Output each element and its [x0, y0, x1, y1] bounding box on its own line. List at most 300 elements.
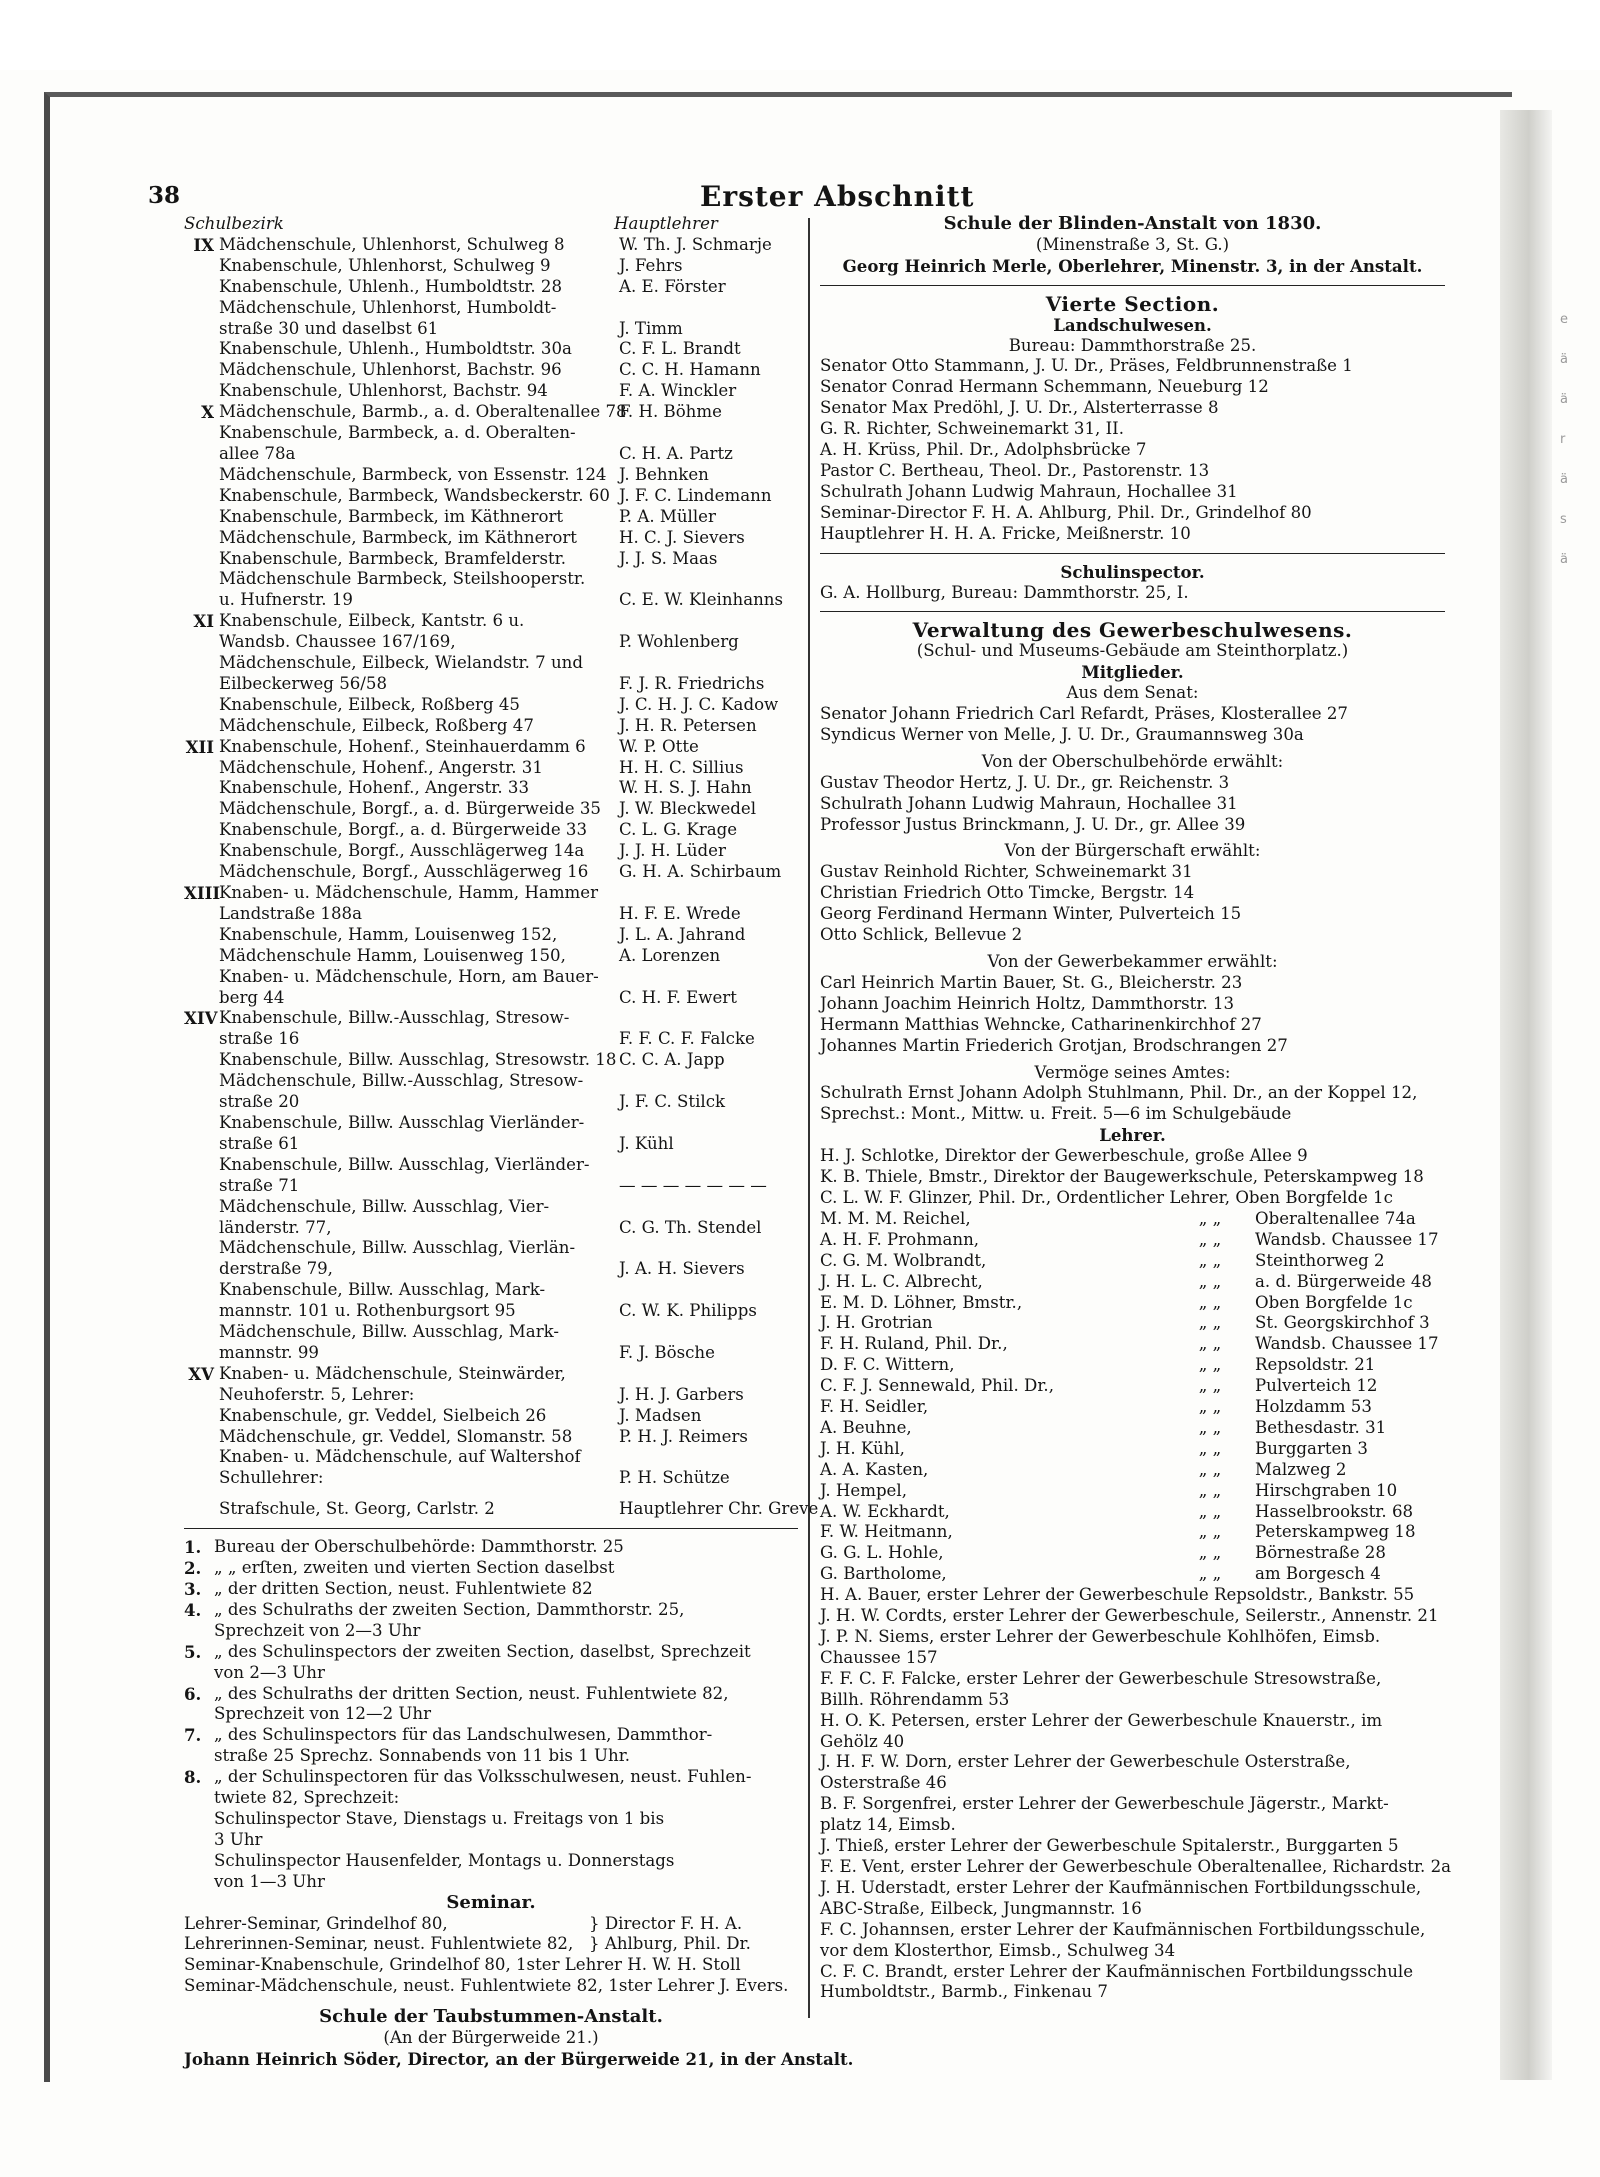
district-number [184, 1406, 219, 1427]
note-row [184, 1704, 798, 1725]
school-name: Knabenschule, Billw. Ausschlag, Stresowstr. 18 [219, 1050, 617, 1070]
seminar-director: } Director F. H. A. [589, 1913, 743, 1933]
note-number: 7. [184, 1725, 202, 1746]
district-number [184, 1468, 219, 1489]
head-teacher: W. Th. J. Schmarje [619, 234, 772, 254]
lehrer-title: Lehrer. [1099, 1125, 1166, 1146]
district-number [184, 862, 219, 883]
teacher-line: F. C. Johannsen, erster Lehrer der Kaufmännischen Fortbildungsschule, [820, 1919, 1426, 1939]
district-number [184, 360, 219, 381]
school-name: u. Hufnerstr. 19 [219, 590, 353, 610]
school-row [184, 716, 798, 737]
school-row [184, 569, 798, 590]
school-row [184, 465, 798, 486]
column-divider [808, 218, 810, 2018]
scan-top-margin [0, 0, 1600, 70]
head-teacher [619, 611, 798, 632]
teacher-line: ABC-Straße, Eilbeck, Jungmannstr. 16 [820, 1898, 1142, 1918]
teacher-name: F. W. Heitmann, [820, 1522, 953, 1542]
district-number [184, 1197, 219, 1218]
member-line: Johann Joachim Heinrich Holtz, Dammthorstr. 13 [820, 993, 1235, 1013]
school-name: länderstr. 77, [219, 1217, 332, 1237]
teacher-address: Hasselbrookstr. 68 [1255, 1501, 1414, 1521]
school-name: Schullehrer: [219, 1468, 324, 1488]
school-list [184, 235, 798, 1489]
school-row [184, 841, 798, 862]
school-row [184, 778, 798, 799]
teacher-name: M. M. M. Reichel, [820, 1208, 971, 1228]
note-text: „ der dritten Section, neust. Fuhlentwiete 82 [214, 1579, 593, 1598]
teacher-line: Humboldtstr., Barmb., Finkenau 7 [820, 1982, 1108, 2002]
teacher-name: A. Beuhne, [820, 1417, 912, 1437]
district-number [184, 590, 219, 611]
district-number [184, 1155, 219, 1176]
ditto-marks: „ „ [1198, 1522, 1222, 1542]
left-column [184, 214, 854, 2070]
district-number [184, 1301, 219, 1322]
school-row [184, 988, 798, 1009]
head-teacher: P. H. Schütze [619, 1468, 730, 1488]
school-row [184, 256, 798, 277]
district-number [184, 507, 219, 528]
note-row [184, 1600, 798, 1621]
head-teacher: P. Wohlenberg [619, 632, 739, 652]
district-number [184, 1322, 219, 1343]
school-row [184, 946, 798, 967]
head-teacher: W. H. S. J. Hahn [619, 778, 752, 798]
district-number [184, 277, 219, 298]
note-row [184, 1621, 798, 1642]
school-row [184, 1301, 798, 1322]
ditto-marks: „ „ [1198, 1292, 1222, 1312]
gewerbe-title: Verwaltung des Gewerbeschulwesens. [912, 618, 1353, 643]
note-text: Sprechzeit von 2—3 Uhr [214, 1620, 421, 1640]
teacher-name: A. H. F. Prohmann, [820, 1229, 980, 1249]
head-teacher: F. H. Böhme [619, 402, 722, 422]
note-text: „ des Schulinspectors der zweiten Section, daselbst, Sprechzeit [214, 1641, 751, 1661]
member-line: Professor Justus Brinckmann, J. U. Dr., gr. Allee 39 [820, 814, 1246, 834]
head-teacher: A. E. Förster [619, 276, 726, 296]
head-teacher: P. H. J. Reimers [619, 1426, 748, 1446]
teacher-name: J. H. Grotrian [820, 1313, 933, 1333]
blinden-title: Schule der Blinden-Anstalt von 1830. [943, 213, 1322, 234]
member-line: G. R. Richter, Schweinemarkt 31, II. [820, 419, 1124, 439]
district-number [184, 1029, 219, 1050]
note-text: twiete 82, Sprechzeit: [214, 1788, 400, 1808]
district-number [184, 1134, 219, 1155]
blinden-teacher: Georg Heinrich Merle, Oberlehrer, Minenstr. 3, in der Anstalt. [842, 255, 1423, 276]
school-row [184, 381, 798, 402]
buerger-heading: Von der Bürgerschaft erwählt: [1004, 841, 1261, 861]
district-number [184, 465, 219, 486]
teacher-line: H. A. Bauer, erster Lehrer der Gewerbeschule Repsoldstr., Bankstr. 55 [820, 1585, 1415, 1605]
divider-rule [820, 553, 1445, 554]
teacher-line: Gehölz 40 [820, 1731, 905, 1751]
school-name: derstraße 79, [219, 1259, 333, 1279]
teacher-address: Repsoldstr. 21 [1255, 1355, 1376, 1375]
note-text: „ „ erſten, zweiten und vierten Section daselbst [214, 1558, 615, 1578]
school-row [184, 549, 798, 570]
teacher-line: F. F. C. F. Falcke, erster Lehrer der Gewerbeschule Stresowstraße, [820, 1668, 1382, 1688]
school-name: straße 20 [219, 1092, 300, 1112]
landschulwesen-title: Landschulwesen. [1053, 314, 1212, 335]
school-row [184, 758, 798, 779]
district-number [184, 1176, 219, 1197]
member-line: A. H. Krüss, Phil. Dr., Adolphsbrücke 7 [820, 440, 1147, 460]
head-teacher [619, 1280, 798, 1301]
vierte-section-title: Vierte Section. [1045, 291, 1220, 316]
school-name: Knabenschule, Uhlenh., Humboldtstr. 28 [219, 276, 563, 296]
teacher-line: J. Thieß, erster Lehrer der Gewerbeschule Spitalerstr., Burggarten 5 [820, 1836, 1399, 1856]
member-line: Schulrath Johann Ludwig Mahraun, Hochallee 31 [820, 793, 1238, 813]
head-teacher [619, 1322, 798, 1343]
district-number [184, 319, 219, 340]
edge-mark: r [1560, 432, 1566, 447]
teacher-address: Steinthorweg 2 [1255, 1250, 1385, 1270]
head-teacher [619, 883, 798, 904]
school-name: Knabenschule, Uhlenhorst, Schulweg 9 [219, 255, 551, 275]
head-teacher [619, 1113, 798, 1134]
note-number [184, 1621, 214, 1642]
member-line: Senator Conrad Hermann Schemmann, Neueburg 12 [820, 377, 1269, 397]
school-row [184, 1238, 798, 1259]
teacher-line: Osterstraße 46 [820, 1773, 947, 1793]
teacher-name: F. H. Seidler, [820, 1397, 929, 1417]
school-name: Eilbeckerweg 56/58 [219, 673, 388, 693]
note-text: 3 Uhr [214, 1829, 263, 1849]
district-number [184, 444, 219, 465]
ditto-marks: „ „ [1198, 1334, 1222, 1354]
head-teacher: H. C. J. Sievers [619, 527, 745, 547]
strafschule-head: Hauptlehrer Chr. Greve [619, 1499, 819, 1519]
teacher-address: a. d. Bürgerweide 48 [1255, 1271, 1432, 1291]
head-teacher: C. C. H. Hamann [619, 360, 761, 380]
teacher-name: F. H. Ruland, Phil. Dr., [820, 1334, 1008, 1354]
ditto-marks: „ „ [1198, 1313, 1222, 1333]
running-head: Erster Abschnitt [700, 180, 975, 213]
district-number: XV [188, 1363, 214, 1384]
note-row [184, 1663, 798, 1684]
head-teacher: J. Kühl [619, 1133, 674, 1153]
school-row [184, 653, 798, 674]
ditto-marks: „ „ [1198, 1271, 1222, 1291]
school-row [184, 1008, 798, 1029]
teacher-line: Billh. Röhrendamm 53 [820, 1689, 1010, 1709]
edge-mark: ä [1560, 352, 1568, 367]
school-name: Mädchenschule, Eilbeck, Roßberg 47 [219, 715, 534, 735]
lehrer-list [820, 1209, 1445, 1585]
note-row [184, 1558, 798, 1579]
member-line: Gustav Theodor Hertz, J. U. Dr., gr. Reichenstr. 3 [820, 772, 1230, 792]
taubstummen-address: (An der Bürgerweide 21.) [383, 2028, 599, 2048]
teacher-line: Chaussee 157 [820, 1647, 938, 1667]
member-line: Carl Heinrich Martin Bauer, St. G., Bleicherstr. 23 [820, 972, 1243, 992]
head-teacher: F. J. Bösche [619, 1342, 715, 1362]
teacher-address: Hirschgraben 10 [1255, 1480, 1398, 1500]
teacher-line: platz 14, Eimsb. [820, 1815, 956, 1835]
district-number [184, 674, 219, 695]
district-number [184, 799, 219, 820]
school-row [184, 507, 798, 528]
head-teacher: J. Fehrs [619, 255, 683, 275]
teacher-row [820, 1293, 1445, 1314]
head-teacher [619, 1238, 798, 1259]
amt-heading: Vermöge seines Amtes: [1034, 1062, 1231, 1082]
teacher-address: Börnestraße 28 [1255, 1543, 1386, 1563]
member-line: Hermann Matthias Wehncke, Catharinenkirchhof 27 [820, 1014, 1262, 1034]
ditto-marks: „ „ [1198, 1480, 1222, 1500]
note-number [184, 1704, 214, 1725]
school-row [184, 799, 798, 820]
head-teacher: C. F. L. Brandt [619, 339, 741, 359]
note-row [184, 1830, 798, 1851]
district-number: XII [185, 736, 214, 757]
note-row [184, 1767, 798, 1788]
note-number [184, 1663, 214, 1684]
district-number [184, 967, 219, 988]
note-number: 2. [184, 1558, 202, 1579]
teacher-line: J. P. N. Siems, erster Lehrer der Gewerbeschule Kohlhöfen, Eimsb. [820, 1627, 1381, 1646]
school-row [184, 820, 798, 841]
head-teacher [619, 1155, 798, 1176]
ditto-marks: „ „ [1198, 1229, 1222, 1249]
school-name: Knabenschule, Hohenf., Angerstr. 33 [219, 778, 529, 798]
ditto-marks: „ „ [1198, 1397, 1222, 1417]
teacher-line: C. F. C. Brandt, erster Lehrer der Kaufmännischen Fortbildungsschule [820, 1961, 1414, 1981]
school-row [184, 1113, 798, 1134]
district-number [184, 1343, 219, 1364]
head-teacher [619, 1364, 798, 1385]
member-line: Schulrath Johann Ludwig Mahraun, Hochallee 31 [820, 481, 1238, 501]
head-teacher: H. F. E. Wrede [619, 903, 741, 923]
ditto-marks: „ „ [1198, 1438, 1222, 1458]
head-teacher: J. J. S. Maas [619, 548, 718, 568]
oberschul-list [820, 773, 1445, 836]
school-row [184, 862, 798, 883]
ditto-marks: „ „ [1198, 1355, 1222, 1375]
school-row [184, 737, 798, 758]
seminar-list [184, 1914, 798, 1998]
divider-rule [184, 1528, 798, 1529]
school-row [184, 1280, 798, 1301]
note-row [184, 1642, 798, 1663]
school-name: straße 30 und daselbst 61 [219, 318, 439, 338]
school-name: Mädchenschule, Borgf., a. d. Bürgerweide 35 [219, 799, 601, 819]
head-teacher: H. H. C. Sillius [619, 757, 744, 777]
teacher-row [820, 1418, 1445, 1439]
district-number [184, 1071, 219, 1092]
kammer-list [820, 973, 1445, 1057]
school-row [184, 1406, 798, 1427]
member-line: Christian Friedrich Otto Timcke, Bergstr. 14 [820, 883, 1195, 903]
district-number [184, 820, 219, 841]
member-line: Gustav Reinhold Richter, Schweinemarkt 31 [820, 862, 1193, 882]
note-row [184, 1746, 798, 1767]
member-line: Senator Max Predöhl, J. U. Dr., Alsterterrasse 8 [820, 398, 1219, 418]
teacher-row [820, 1522, 1445, 1543]
member-line: Senator Otto Stammann, J. U. Dr., Präses, Feldbrunnenstraße 1 [820, 356, 1353, 376]
teacher-name: J. H. Kühl, [820, 1438, 905, 1458]
head-teacher: J. L. A. Jahrand [619, 924, 746, 944]
member-line: Seminar-Director F. H. A. Ahlburg, Phil. Dr., Grindelhof 80 [820, 502, 1312, 522]
school-row [184, 1259, 798, 1280]
head-teacher: — — — — — — — [619, 1175, 767, 1195]
head-teacher: F. A. Winckler [619, 381, 737, 401]
school-name: Knaben- u. Mädchenschule, Horn, am Bauer- [219, 966, 599, 986]
district-number [184, 988, 219, 1009]
teacher-line: C. L. W. F. Glinzer, Phil. Dr., Ordentlicher Lehrer, Oben Borgfelde 1c [820, 1187, 1393, 1207]
teacher-row [820, 1397, 1445, 1418]
teacher-name: D. F. C. Wittern, [820, 1355, 955, 1375]
note-row [184, 1725, 798, 1746]
oberschul-heading: Von der Oberschulbehörde erwählt: [981, 751, 1284, 771]
note-text: „ des Schulinspectors für das Landschulwesen, Dammthor- [214, 1725, 713, 1745]
school-row [184, 1322, 798, 1343]
school-name: Knabenschule, Barmbeck, Bramfelderstr. [219, 548, 567, 568]
note-number: 4. [184, 1599, 202, 1620]
head-teacher: F. J. R. Friedrichs [619, 673, 765, 693]
school-name: Knabenschule, gr. Veddel, Sielbeich 26 [219, 1405, 547, 1425]
head-teacher: P. A. Müller [619, 506, 716, 526]
school-row [184, 319, 798, 340]
teacher-row [820, 1334, 1445, 1355]
schulinspector-title: Schulinspector. [1060, 561, 1205, 582]
school-name: Knabenschule, Uhlenh., Humboldtstr. 30a [219, 339, 572, 359]
schulinspector-line: G. A. Hollburg, Bureau: Dammthorstr. 25, I. [820, 582, 1189, 602]
head-teacher: C. H. F. Ewert [619, 987, 737, 1007]
school-name: mannstr. 101 u. Rothenburgsort 95 [219, 1301, 516, 1321]
edge-mark: e [1560, 312, 1568, 327]
seminar-name: Lehrer-Seminar, Grindelhof 80, [184, 1913, 448, 1933]
district-number [184, 256, 219, 277]
note-text: Schulinspector Stave, Dienstags u. Freitags von 1 bis [214, 1808, 665, 1828]
teacher-address: Peterskampweg 18 [1255, 1522, 1416, 1542]
head-teacher: C. C. A. Japp [619, 1050, 725, 1070]
school-row [184, 423, 798, 444]
district-number [184, 1092, 219, 1113]
teacher-row [820, 1376, 1445, 1397]
head-teacher: J. Madsen [619, 1405, 702, 1425]
district-number [184, 486, 219, 507]
seminar-row [184, 1955, 798, 1976]
teacher-name: J. Hempel, [820, 1480, 907, 1500]
school-name: straße 61 [219, 1133, 300, 1153]
teacher-row [820, 1543, 1445, 1564]
school-row [184, 1427, 798, 1448]
school-name: Knaben- u. Mädchenschule, auf Waltershof [219, 1447, 581, 1467]
school-row [184, 1155, 798, 1176]
note-row [184, 1579, 798, 1600]
amt-list [820, 1083, 1445, 1125]
head-teacher: J. W. Bleckwedel [619, 799, 757, 819]
head-teacher: G. H. A. Schirbaum [619, 862, 782, 882]
teacher-address: Burggarten 3 [1255, 1438, 1368, 1458]
member-line: Otto Schlick, Bellevue 2 [820, 925, 1023, 945]
teacher-row [820, 1460, 1445, 1481]
teacher-address: Wandsb. Chaussee 17 [1255, 1229, 1439, 1249]
school-row [184, 1197, 798, 1218]
school-name: Mädchenschule, Barmb., a. d. Oberaltenallee 78 [219, 402, 627, 422]
head-teacher: C. E. W. Kleinhanns [619, 590, 784, 610]
note-text: Schulinspector Hausenfelder, Montags u. Donnerstags [214, 1850, 675, 1870]
note-row [184, 1809, 798, 1830]
school-name: Knabenschule, Borgf., Ausschlägerweg 14a [219, 841, 585, 861]
buerger-list [820, 862, 1445, 946]
head-teacher: C. L. G. Krage [619, 820, 738, 840]
teacher-row [820, 1355, 1445, 1376]
note-text: straße 25 Sprechz. Sonnabends von 11 bis 1 Uhr. [214, 1746, 631, 1766]
ditto-marks: „ „ [1198, 1459, 1222, 1479]
school-name: allee 78a [219, 443, 296, 463]
seminar-name: Lehrerinnen-Seminar, neust. Fuhlentwiete 82, [184, 1934, 574, 1954]
page-gutter [1500, 110, 1552, 2080]
district-number: XIII [184, 883, 221, 903]
school-name: Knabenschule, Borgf., a. d. Bürgerweide 33 [219, 820, 588, 840]
school-row [184, 486, 798, 507]
school-row [184, 1468, 798, 1489]
school-name: Mädchenschule, gr. Veddel, Slomanstr. 58 [219, 1426, 573, 1446]
teacher-address: Wandsb. Chaussee 17 [1255, 1334, 1439, 1354]
head-teacher: J. H. J. Garbers [619, 1384, 744, 1404]
teacher-address: Holzdamm 53 [1255, 1397, 1372, 1417]
seminar-director: } Ahlburg, Phil. Dr. [589, 1934, 751, 1954]
district-number [184, 1238, 219, 1259]
teacher-row [820, 1272, 1445, 1293]
school-name: Mädchenschule Hamm, Louisenweg 150, [219, 945, 566, 965]
district-number [184, 569, 219, 590]
member-line: Hauptlehrer H. H. A. Fricke, Meißnerstr. 10 [820, 523, 1191, 543]
head-teacher: W. P. Otte [619, 736, 699, 756]
taubstummen-title: Schule der Taubstummen-Anstalt. [319, 2006, 663, 2028]
note-number [184, 1872, 214, 1893]
school-row [184, 1092, 798, 1113]
school-row [184, 632, 798, 653]
edge-mark: s [1560, 512, 1567, 527]
school-name: Knabenschule, Barmbeck, Wandsbeckerstr. 60 [219, 485, 610, 505]
district-number [184, 298, 219, 319]
taubstummen-director: Johann Heinrich Söder, Director, an der Bürgerweide 21, in der Anstalt. [184, 2048, 854, 2069]
head-teacher: C. W. K. Philipps [619, 1301, 757, 1321]
school-name: Knabenschule, Barmbeck, im Käthnerort [219, 506, 564, 526]
seminar-director [589, 1955, 798, 1976]
school-row [184, 1176, 798, 1197]
gewerbe-address: (Schul- und Museums-Gebäude am Steinthorplatz.) [916, 641, 1349, 661]
lehrer-top-list [820, 1146, 1445, 1209]
district-number [184, 1259, 219, 1280]
teacher-name: C. F. J. Sennewald, Phil. Dr., [820, 1376, 1054, 1396]
school-name: Knabenschule, Uhlenhorst, Bachstr. 94 [219, 381, 548, 401]
school-row [184, 1134, 798, 1155]
district-number [184, 695, 219, 716]
teacher-row [820, 1209, 1445, 1230]
school-name: straße 71 [219, 1175, 300, 1195]
member-line: Senator Johann Friedrich Carl Refardt, Präses, Klosterallee 27 [820, 704, 1348, 724]
landschulwesen-bureau: Bureau: Dammthorstraße 25. [1008, 335, 1257, 355]
school-row [184, 674, 798, 695]
teacher-line: vor dem Klosterthor, Eimsb., Schulweg 34 [820, 1940, 1176, 1960]
district-number: X [201, 402, 214, 423]
note-number: 6. [184, 1683, 202, 1704]
note-text: „ der Schulinspectoren für das Volksschulwesen, neust. Fuhlen- [214, 1767, 752, 1787]
district-number [184, 1050, 219, 1071]
mitglieder-title: Mitglieder. [1081, 662, 1184, 683]
teacher-row [820, 1230, 1445, 1251]
edge-mark: ä [1560, 472, 1568, 487]
school-row [184, 883, 798, 904]
teacher-row [820, 1481, 1445, 1502]
school-row [184, 590, 798, 611]
school-row [184, 298, 798, 319]
